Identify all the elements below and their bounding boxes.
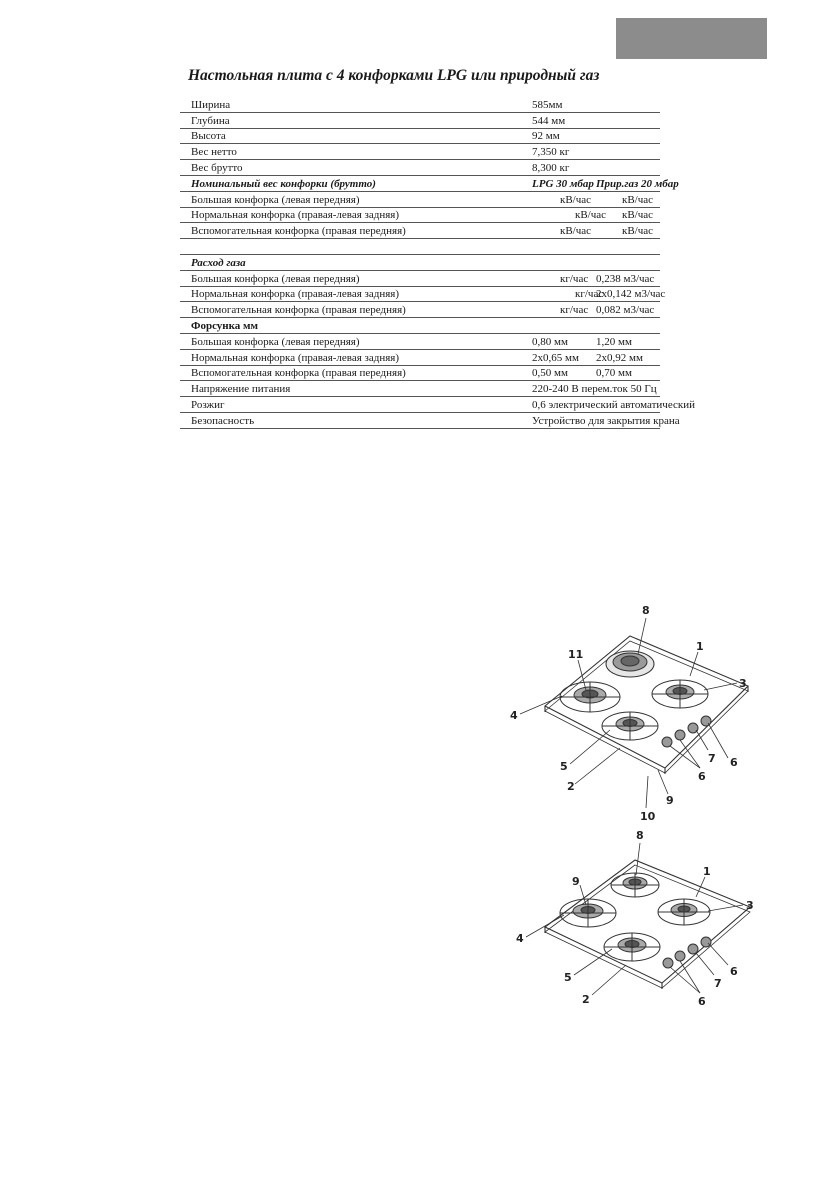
callout-label: 2	[582, 993, 590, 1006]
callout-label: 10	[640, 810, 656, 823]
callout-label: 1	[703, 865, 711, 878]
callout-label: 7	[708, 752, 716, 765]
table-row: Высота 92 мм	[180, 128, 660, 144]
callout-label: 7	[714, 977, 722, 990]
table-row: Вес брутто 8,300 кг	[180, 160, 660, 176]
callout-label: 2	[567, 780, 575, 793]
table-row: Вспомогательная конфорка (правая передняя) 0,50 мм 0,70 мм	[180, 365, 660, 381]
hob-diagram-hotplate	[490, 598, 770, 828]
table-row: Нормальная конфорка (правая-левая задняя) кг/час 2x0,142 м3/час	[180, 286, 660, 302]
burner-icon	[611, 873, 659, 897]
page-tab-marker	[616, 18, 767, 59]
table-row: Большая конфорка (левая передняя) 0,80 мм 1,20 мм	[180, 333, 660, 349]
table-row: Большая конфорка (левая передняя) кВ/час кВ/час	[180, 191, 660, 207]
table-row: Розжиг 0,6 электрический автоматический	[180, 397, 660, 413]
table-row: Напряжение питания 220-240 В перем.ток 50 Гц	[180, 381, 660, 397]
table-row: Ширина 585мм	[180, 97, 660, 112]
table-row: Нормальная конфорка (правая-левая задняя) 2x0,65 мм 2x0,92 мм	[180, 349, 660, 365]
table-header-row: Номинальный вес конфорки (брутто) LPG 30 мбар Прир.газ 20 мбар	[180, 175, 660, 191]
burner-icon	[658, 899, 710, 925]
callout-label: 8	[636, 829, 644, 842]
page-title: Настольная плита с 4 конфорками LPG или природный газ	[188, 67, 600, 84]
burner-icon	[602, 712, 658, 740]
burner-icon	[560, 899, 616, 927]
table-row: Вес нетто 7,350 кг	[180, 144, 660, 160]
burner-icon	[652, 680, 708, 708]
callout-label: 6	[730, 756, 738, 769]
callout-label: 5	[560, 760, 568, 773]
callout-label: 11	[568, 648, 584, 661]
callout-label: 9	[666, 794, 674, 807]
table-row: Безопасность Устройство для закрытия крана	[180, 412, 660, 428]
burner-icon	[560, 682, 620, 712]
callout-label: 6	[698, 770, 706, 783]
table-spacer-row	[180, 239, 660, 255]
table-row: Вспомогательная конфорка (правая передняя) кВ/час кВ/час	[180, 223, 660, 239]
table-row: Глубина 544 мм	[180, 112, 660, 128]
callout-label: 1	[696, 640, 704, 653]
callout-label: 6	[698, 995, 706, 1008]
callout-label: 4	[510, 709, 518, 722]
callout-label: 4	[516, 932, 524, 945]
hotplate-icon	[606, 651, 654, 677]
table-row: Вспомогательная конфорка (правая передняя) кг/час 0,082 м3/час	[180, 302, 660, 318]
table-section-row: Расход газа	[180, 254, 660, 270]
callout-label: 3	[739, 677, 747, 690]
callout-label: 9	[572, 875, 580, 888]
table-row: Нормальная конфорка (правая-левая задняя) кВ/час кВ/час	[180, 207, 660, 223]
callout-label: 6	[730, 965, 738, 978]
callout-label: 5	[564, 971, 572, 984]
table-row: Большая конфорка (левая передняя) кг/час 0,238 м3/час	[180, 270, 660, 286]
specs-table	[180, 97, 695, 429]
table-section-row: Форсунка мм	[180, 318, 660, 334]
burner-icon	[604, 933, 660, 961]
control-knobs	[663, 937, 711, 968]
hob-diagram-gas	[500, 825, 770, 1020]
callout-label: 8	[642, 604, 650, 617]
callout-label: 3	[746, 899, 754, 912]
